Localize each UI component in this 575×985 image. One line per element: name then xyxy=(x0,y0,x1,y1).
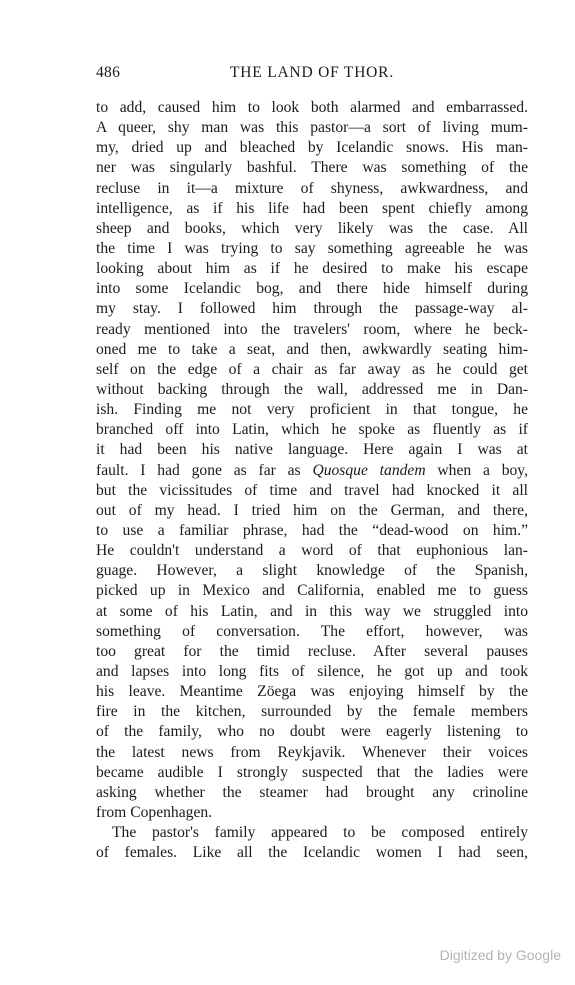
text-line: fire in the kitchen, surrounded by the female members xyxy=(96,703,528,721)
text-line: from Copenhagen. xyxy=(96,803,213,821)
text-line: my, dried up and bleached by Icelandic snows. His man- xyxy=(96,139,528,157)
text-line: guage. However, a slight knowledge of the Spanish, xyxy=(96,562,528,580)
text-line: too great for the timid recluse. After several pauses xyxy=(96,642,528,660)
text-line: asking whether the steamer had brought any crinoline xyxy=(96,783,528,801)
text-line: ner was singularly bashful. There was something of the xyxy=(96,159,528,177)
running-head xyxy=(96,64,528,86)
text-line: to add, caused him to look both alarmed and embarrassed. xyxy=(96,99,528,116)
text-line: his leave. Meantime Zöega was enjoying himself by the xyxy=(96,683,528,701)
text-line: self on the edge of a chair as far away as he could get xyxy=(96,360,528,378)
text-segment: fault. I had gone as far as xyxy=(96,461,313,479)
text-line: oned me to take a seat, and then, awkwardly seating him- xyxy=(96,340,528,358)
text-line: sheep and books, which very likely was the case. All xyxy=(96,219,528,237)
text-line: the time I was trying to say something agreeable he was xyxy=(96,239,528,257)
text-line: into some Icelandic bog, and there hide himself during xyxy=(96,280,528,298)
text-line: of females. Like all the Icelandic women I had seen, xyxy=(96,844,528,862)
text-line: A queer, shy man was this pastor—a sort of living mum- xyxy=(96,119,528,137)
text-line: to use a familiar phrase, had the “dead-wood on him.” xyxy=(96,521,528,539)
text-line: ready mentioned into the travelers' room, where he beck- xyxy=(96,320,528,338)
page-number: 486 xyxy=(96,64,121,81)
text-line: and lapses into long fits of silence, he got up and took xyxy=(96,662,528,680)
text-line: of the family, who no doubt were eagerly listening to xyxy=(96,723,528,741)
text-line: without backing through the wall, addressed me in Dan- xyxy=(96,380,528,398)
text-line: He couldn't understand a word of that euphonious lan- xyxy=(96,542,528,560)
text-line: ish. Finding me not very proficient in that tongue, he xyxy=(96,401,528,419)
text-line: intelligence, as if his life had been spent chiefly among xyxy=(96,199,528,217)
running-title: THE LAND OF THOR. xyxy=(229,64,394,81)
text-line xyxy=(96,461,528,481)
text-line: recluse in it—a mixture of shyness, awkwardness, and xyxy=(96,179,528,197)
digitized-watermark: Digitized by Google xyxy=(439,947,561,963)
italic-phrase: Quosque tandem xyxy=(312,461,426,479)
text-segment: when a boy, xyxy=(425,461,528,479)
text-line: it had been his native language. Here again I was at xyxy=(96,441,528,459)
text-line: out of my head. I tried him on the German, and there, xyxy=(96,501,528,519)
text-line: The pastor's family appeared to be composed entirely xyxy=(112,824,528,842)
text-line: branched off into Latin, which he spoke as fluently as if xyxy=(96,421,528,439)
text-line: became audible I strongly suspected that the ladies were xyxy=(96,763,528,781)
text-line: picked up in Mexico and California, enabled me to guess xyxy=(96,582,528,600)
text-line: my stay. I followed him through the passage-way al- xyxy=(96,300,528,318)
text-line: something of conversation. The effort, however, was xyxy=(96,622,528,640)
text-line: looking about him as if he desired to make his escape xyxy=(96,260,528,278)
text-line: at some of his Latin, and in this way we struggled into xyxy=(96,602,528,620)
text-line: the latest news from Reykjavik. Whenever their voices xyxy=(96,743,528,761)
text-line: but the vicissitudes of time and travel had knocked it all xyxy=(96,481,528,499)
body-text xyxy=(96,98,528,863)
